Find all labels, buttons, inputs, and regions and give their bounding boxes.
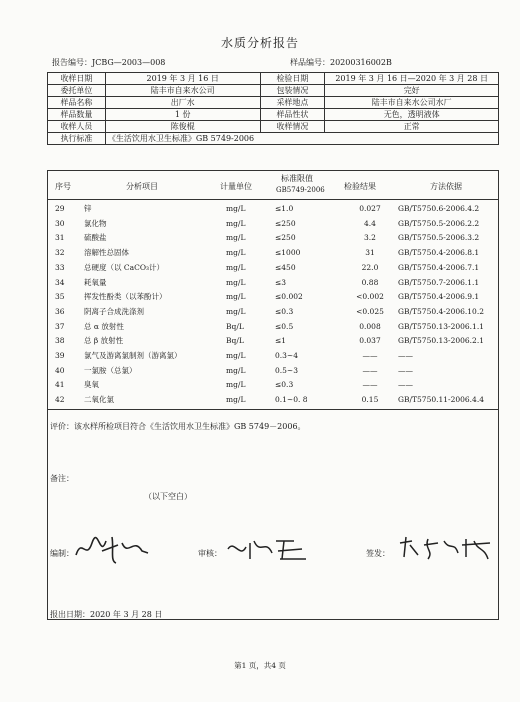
row-unit: mg/L (226, 218, 246, 228)
row-result: 4.4 (364, 218, 376, 228)
row-method: —— (398, 351, 413, 360)
sample-number (290, 57, 392, 68)
row-unit: mg/L (226, 365, 246, 375)
row-result: <0.025 (356, 306, 384, 316)
info-row (48, 85, 499, 97)
issued-by-signature (394, 533, 498, 563)
row-limit: ≤0.5 (275, 321, 294, 331)
row-result: 0.008 (359, 321, 381, 331)
row-unit: mg/L (226, 380, 246, 390)
row-method: GB/T5750.5-2006.2.2 (398, 218, 480, 228)
row-number: 32 (55, 248, 65, 258)
row-result: 31 (365, 248, 375, 258)
table-row (48, 394, 498, 406)
sample-info-table (47, 72, 499, 145)
row-item: 总 β 放射性 (84, 336, 124, 346)
row-number: 35 (55, 292, 65, 302)
row-result: 22.0 (361, 262, 379, 272)
prepared-by-signature (72, 531, 152, 567)
row-number: 31 (55, 233, 65, 243)
page-footer: 第1 页，共4 页 (234, 661, 286, 670)
table-row (48, 203, 498, 215)
header-unit: 计量单位 (220, 182, 252, 191)
info-label: 收样人员 (48, 121, 106, 133)
table-row (48, 262, 498, 274)
row-item: 总 α 放射性 (84, 321, 124, 331)
table-row (48, 232, 498, 244)
reviewed-by-signature (224, 535, 314, 563)
row-method: GB/T5750.4-2006.8.1 (398, 248, 480, 258)
row-unit: mg/L (226, 204, 246, 213)
row-limit: 0.1~0. 8 (275, 395, 308, 405)
remark-label: 备注： (50, 474, 74, 483)
header-item: 分析项目 (126, 182, 158, 191)
table-row (48, 350, 498, 362)
analysis-results-panel (47, 170, 499, 620)
blank-below-note: （以下空白） (144, 492, 192, 501)
row-method: GB/T5750.6-2006.4.2 (398, 204, 480, 213)
info-label: 委托单位 (48, 85, 106, 97)
table-row (48, 365, 498, 377)
standard-label: 执行标准 (48, 133, 106, 145)
info-row (48, 121, 499, 133)
row-result: <0.002 (356, 292, 384, 302)
row-method: GB/T5750.4-2006.9.1 (398, 292, 480, 302)
info-label: 样品性状 (260, 109, 325, 121)
row-unit: mg/L (226, 351, 246, 360)
info-value: 出厂水 (105, 97, 260, 109)
row-method: GB/T5750.13-2006.2.1 (398, 336, 484, 346)
row-result: 3.2 (364, 233, 376, 243)
table-row (48, 218, 498, 230)
report-number (52, 57, 165, 68)
row-limit: ≤450 (275, 262, 296, 272)
row-item: 一氯胺（总氯） (84, 365, 137, 375)
standard-row (48, 133, 499, 145)
row-unit: mg/L (226, 248, 246, 258)
table-row (48, 247, 498, 259)
results-header (48, 171, 498, 200)
row-number: 38 (55, 336, 65, 346)
sample-number-value: 20200316002B (330, 58, 392, 67)
header-method: 方法依据 (430, 182, 462, 191)
row-unit: mg/L (226, 233, 246, 243)
table-row (48, 277, 498, 289)
row-limit: ≤0.002 (275, 292, 303, 302)
row-item: 溶解性总固体 (84, 248, 129, 258)
row-number: 39 (55, 351, 65, 360)
issued-by-label: 签发： (366, 549, 390, 558)
row-item: 锌 (84, 204, 92, 213)
report-date: 报出日期：2020 年 3 月 28 日 (50, 610, 163, 619)
row-item: 氯气及游离氯制剂（游离氯） (84, 351, 182, 360)
row-item: 总硬度（以 CaCO₃计） (84, 262, 164, 272)
row-result: 0.027 (359, 204, 381, 213)
prepared-by-label: 编制： (50, 549, 74, 558)
info-value: 陆丰市自来水公司 (105, 85, 260, 97)
row-result: —— (362, 365, 378, 375)
row-item: 二氧化氯 (84, 395, 114, 405)
table-row (48, 335, 498, 347)
table-row (48, 291, 498, 303)
row-number: 37 (55, 321, 65, 331)
header-limit: 标准限值 (281, 174, 313, 183)
info-value: 正常 (325, 121, 499, 133)
info-label: 收样情况 (260, 121, 325, 133)
header-result: 检验结果 (344, 182, 376, 191)
row-method: —— (398, 365, 413, 375)
row-number: 33 (55, 262, 65, 272)
info-row (48, 109, 499, 121)
header-limit-standard: GB5749-2006 (276, 186, 325, 194)
row-method: GB/T5750.4-2006.10.2 (398, 306, 484, 316)
info-value: 无色，透明液体 (325, 109, 499, 121)
report-title: 水质分析报告 (220, 36, 299, 50)
row-item: 臭氧 (84, 380, 99, 390)
row-limit: ≤0.3 (275, 306, 294, 316)
row-limit: ≤3 (275, 277, 287, 287)
row-limit: ≤250 (275, 218, 296, 228)
row-unit: mg/L (226, 292, 246, 302)
evaluation-text: 评价：该水样所检项目符合《生活饮用水卫生标准》GB 5749－2006。 (50, 422, 306, 431)
row-number: 41 (55, 380, 65, 390)
row-method: —— (398, 380, 413, 390)
info-label: 样品名称 (48, 97, 106, 109)
row-item: 硫酸盐 (84, 233, 107, 243)
info-value: 1 份 (105, 109, 260, 121)
row-unit: mg/L (226, 395, 246, 405)
row-result: —— (362, 351, 378, 360)
table-row (48, 306, 498, 318)
row-method: GB/T5750.13-2006.1.1 (398, 321, 484, 331)
row-item: 挥发性酚类（以苯酚计） (84, 292, 167, 302)
row-limit: 0.5~3 (275, 365, 298, 375)
row-method: GB/T5750.4-2006.7.1 (398, 262, 480, 272)
info-value: 陆丰市自来水公司水厂 (325, 97, 499, 109)
report-number-label: 报告编号： (52, 58, 92, 67)
row-limit: ≤250 (275, 233, 296, 243)
row-limit: ≤1 (275, 336, 287, 346)
row-unit: mg/L (226, 262, 246, 272)
results-divider (48, 409, 498, 410)
row-limit: 0.3~4 (275, 351, 298, 360)
row-number: 36 (55, 306, 65, 316)
info-value: 陈俊棍 (105, 121, 260, 133)
row-unit: Bq/L (226, 321, 244, 331)
row-number: 34 (55, 277, 65, 287)
table-row (48, 321, 498, 333)
info-label: 样品数量 (48, 109, 106, 121)
standard-value: 《生活饮用水卫生标准》GB 5749-2006 (105, 133, 498, 145)
table-row (48, 379, 498, 391)
row-method: GB/T5750.7-2006.1.1 (398, 277, 480, 287)
row-method: GB/T5750.11-2006.4.4 (398, 395, 484, 405)
info-label: 检验日期 (260, 73, 325, 85)
row-limit: ≤1000 (275, 248, 301, 258)
row-number: 42 (55, 395, 65, 405)
info-label: 包装情况 (260, 85, 325, 97)
info-row (48, 73, 499, 85)
sample-number-label: 样品编号： (290, 58, 330, 67)
row-number: 30 (55, 218, 65, 228)
row-result: 0.037 (359, 336, 381, 346)
row-limit: ≤1.0 (275, 204, 294, 213)
row-unit: Bq/L (226, 336, 244, 346)
info-row (48, 97, 499, 109)
row-unit: mg/L (226, 277, 246, 287)
info-label: 收样日期 (48, 73, 106, 85)
row-item: 耗氧量 (84, 277, 107, 287)
info-value: 2019 年 3 月 16 日—2020 年 3 月 28 日 (325, 73, 499, 85)
info-value: 2019 年 3 月 16 日 (105, 73, 260, 85)
header-seq: 序号 (55, 182, 71, 191)
row-result: 0.15 (361, 395, 379, 405)
info-value: 完好 (325, 85, 499, 97)
row-number: 29 (55, 204, 65, 213)
row-result: 0.88 (361, 277, 379, 287)
row-item: 氯化物 (84, 218, 107, 228)
row-result: —— (362, 380, 378, 390)
row-item: 阴离子合成洗涤剂 (84, 306, 144, 316)
reviewed-by-label: 审核： (198, 549, 222, 558)
row-limit: ≤0.3 (275, 380, 294, 390)
report-number-value: JCBG—2003—008 (92, 58, 166, 67)
info-label: 采样地点 (260, 97, 325, 109)
row-number: 40 (55, 365, 65, 375)
row-method: GB/T5750.5-2006.3.2 (398, 233, 480, 243)
row-unit: mg/L (226, 306, 246, 316)
